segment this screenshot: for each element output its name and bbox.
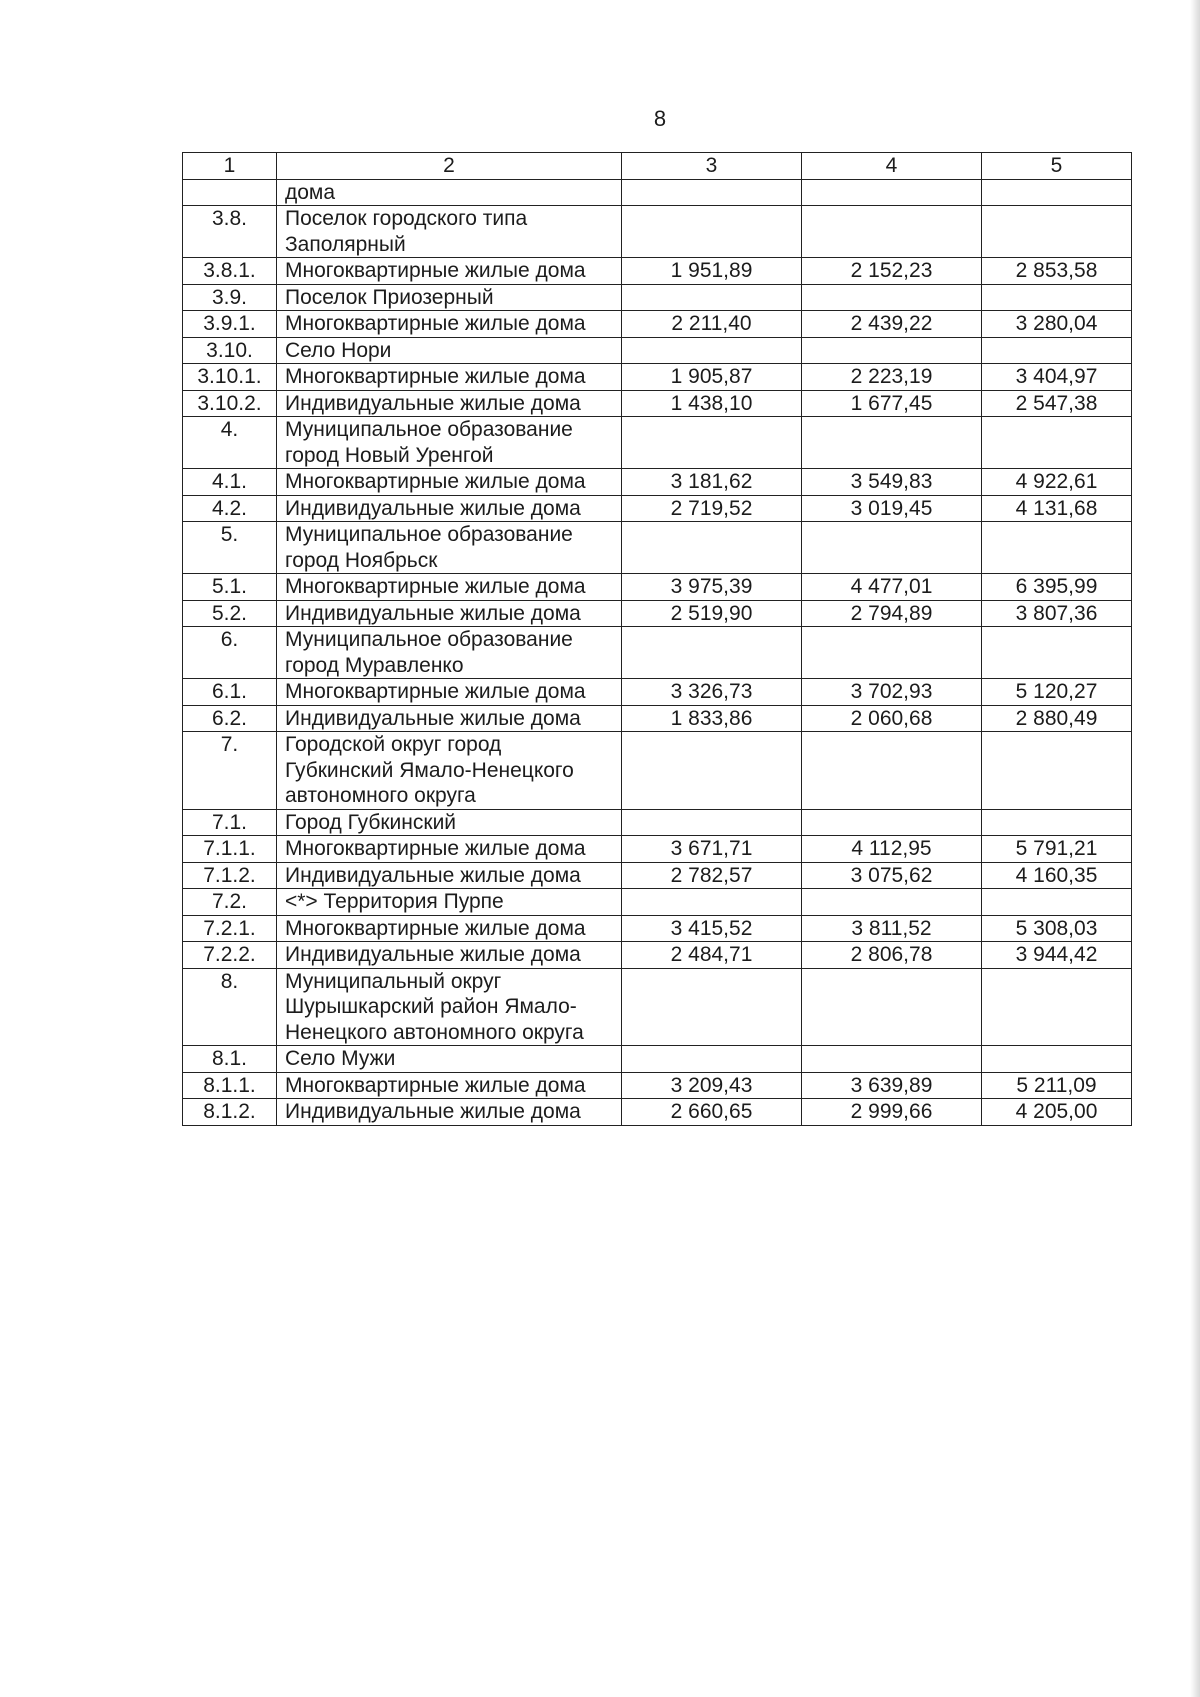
table-row [183, 679, 1132, 706]
value-cell-col3: 2 719,52 [622, 495, 802, 522]
row-number-cell: 3.9. [183, 284, 277, 311]
value-cell-col3 [622, 522, 802, 574]
value-cell-col4 [802, 284, 982, 311]
table-row [183, 732, 1132, 810]
row-number-cell [183, 179, 277, 206]
row-number-cell: 6.1. [183, 679, 277, 706]
row-number-cell: 3.9.1. [183, 311, 277, 338]
value-cell-col4: 2 060,68 [802, 705, 982, 732]
value-cell-col3: 3 326,73 [622, 679, 802, 706]
row-number-cell: 7.1.2. [183, 862, 277, 889]
value-cell-col5: 4 131,68 [982, 495, 1132, 522]
table-row [183, 968, 1132, 1046]
table-row [183, 364, 1132, 391]
table-row [183, 915, 1132, 942]
table-row [183, 1072, 1132, 1099]
row-name-cell: Индивидуальные жилые дома [277, 495, 622, 522]
value-cell-col4: 3 019,45 [802, 495, 982, 522]
row-name-cell: Индивидуальные жилые дома [277, 600, 622, 627]
value-cell-col4: 3 075,62 [802, 862, 982, 889]
value-cell-col3 [622, 1046, 802, 1073]
value-cell-col3: 2 660,65 [622, 1099, 802, 1126]
value-cell-col4: 2 223,19 [802, 364, 982, 391]
row-number-cell: 4.1. [183, 469, 277, 496]
value-cell-col5: 4 205,00 [982, 1099, 1132, 1126]
tariff-table [182, 152, 1132, 1126]
row-name-cell: Многоквартирные жилые дома [277, 915, 622, 942]
value-cell-col5 [982, 732, 1132, 810]
row-name-cell: Многоквартирные жилые дома [277, 574, 622, 601]
row-number-cell: 4.2. [183, 495, 277, 522]
row-name-cell: Индивидуальные жилые дома [277, 705, 622, 732]
row-name-cell: <*> Территория Пурпе [277, 889, 622, 916]
row-name-cell: Индивидуальные жилые дома [277, 1099, 622, 1126]
row-number-cell: 4. [183, 417, 277, 469]
table-row [183, 705, 1132, 732]
value-cell-col5 [982, 809, 1132, 836]
value-cell-col3: 1 905,87 [622, 364, 802, 391]
row-number-cell: 3.8.1. [183, 258, 277, 285]
row-name-cell: Многоквартирные жилые дома [277, 311, 622, 338]
row-name-cell: Поселок Приозерный [277, 284, 622, 311]
value-cell-col5: 5 211,09 [982, 1072, 1132, 1099]
row-number-cell: 3.8. [183, 206, 277, 258]
row-name-cell: Многоквартирные жилые дома [277, 1072, 622, 1099]
value-cell-col3 [622, 732, 802, 810]
header-cell: 2 [277, 153, 622, 180]
row-name-cell: Село Мужи [277, 1046, 622, 1073]
value-cell-col3 [622, 417, 802, 469]
value-cell-col3: 1 951,89 [622, 258, 802, 285]
table-row [183, 574, 1132, 601]
row-name-cell: Многоквартирные жилые дома [277, 836, 622, 863]
row-number-cell: 5. [183, 522, 277, 574]
value-cell-col5: 2 853,58 [982, 258, 1132, 285]
table-body [183, 153, 1132, 1126]
value-cell-col5: 3 807,36 [982, 600, 1132, 627]
value-cell-col4 [802, 732, 982, 810]
row-number-cell: 7. [183, 732, 277, 810]
table-row [183, 495, 1132, 522]
value-cell-col4 [802, 809, 982, 836]
value-cell-col3: 2 211,40 [622, 311, 802, 338]
value-cell-col5: 3 280,04 [982, 311, 1132, 338]
value-cell-col3 [622, 179, 802, 206]
value-cell-col3: 1 438,10 [622, 390, 802, 417]
table-header-row [183, 153, 1132, 180]
value-cell-col4 [802, 206, 982, 258]
row-number-cell: 7.2. [183, 889, 277, 916]
row-name-cell: Село Нори [277, 337, 622, 364]
header-cell: 1 [183, 153, 277, 180]
table-row [183, 179, 1132, 206]
row-name-cell: Многоквартирные жилые дома [277, 469, 622, 496]
table-row [183, 600, 1132, 627]
value-cell-col5 [982, 1046, 1132, 1073]
value-cell-col5 [982, 627, 1132, 679]
row-number-cell: 7.2.1. [183, 915, 277, 942]
value-cell-col4 [802, 627, 982, 679]
table-row [183, 1046, 1132, 1073]
value-cell-col4: 4 477,01 [802, 574, 982, 601]
value-cell-col5: 3 944,42 [982, 942, 1132, 969]
value-cell-col4: 2 806,78 [802, 942, 982, 969]
row-name-cell: дома [277, 179, 622, 206]
value-cell-col5: 2 547,38 [982, 390, 1132, 417]
value-cell-col4 [802, 417, 982, 469]
row-number-cell: 3.10.1. [183, 364, 277, 391]
value-cell-col5: 2 880,49 [982, 705, 1132, 732]
value-cell-col4 [802, 179, 982, 206]
table-row [183, 942, 1132, 969]
row-number-cell: 7.1.1. [183, 836, 277, 863]
value-cell-col3: 2 782,57 [622, 862, 802, 889]
value-cell-col5 [982, 337, 1132, 364]
value-cell-col3: 3 671,71 [622, 836, 802, 863]
value-cell-col4 [802, 337, 982, 364]
value-cell-col5 [982, 206, 1132, 258]
value-cell-col4: 4 112,95 [802, 836, 982, 863]
value-cell-col5: 5 308,03 [982, 915, 1132, 942]
value-cell-col4: 1 677,45 [802, 390, 982, 417]
value-cell-col4: 3 702,93 [802, 679, 982, 706]
row-number-cell: 8. [183, 968, 277, 1046]
table-row [183, 889, 1132, 916]
row-name-cell: Индивидуальные жилые дома [277, 862, 622, 889]
row-number-cell: 3.10. [183, 337, 277, 364]
value-cell-col4: 3 549,83 [802, 469, 982, 496]
row-number-cell: 5.1. [183, 574, 277, 601]
table-row [183, 862, 1132, 889]
value-cell-col4: 2 439,22 [802, 311, 982, 338]
value-cell-col5 [982, 968, 1132, 1046]
row-number-cell: 7.1. [183, 809, 277, 836]
header-cell: 5 [982, 153, 1132, 180]
value-cell-col5: 6 395,99 [982, 574, 1132, 601]
value-cell-col5: 4 922,61 [982, 469, 1132, 496]
value-cell-col5: 5 120,27 [982, 679, 1132, 706]
row-name-cell: Многоквартирные жилые дома [277, 364, 622, 391]
value-cell-col5 [982, 417, 1132, 469]
value-cell-col5: 5 791,21 [982, 836, 1132, 863]
table-row [183, 627, 1132, 679]
value-cell-col3: 3 181,62 [622, 469, 802, 496]
value-cell-col4: 2 999,66 [802, 1099, 982, 1126]
value-cell-col3 [622, 968, 802, 1046]
row-number-cell: 8.1.2. [183, 1099, 277, 1126]
value-cell-col5 [982, 889, 1132, 916]
row-name-cell: Поселок городского типа Заполярный [277, 206, 622, 258]
value-cell-col3: 2 484,71 [622, 942, 802, 969]
table-row [183, 836, 1132, 863]
row-number-cell: 5.2. [183, 600, 277, 627]
table-row [183, 809, 1132, 836]
row-name-cell: Муниципальное образование город Новый Уренгой [277, 417, 622, 469]
row-number-cell: 8.1.1. [183, 1072, 277, 1099]
value-cell-col3 [622, 284, 802, 311]
value-cell-col3: 3 209,43 [622, 1072, 802, 1099]
row-name-cell: Городской округ город Губкинский Ямало-Ненецкого автономного округа [277, 732, 622, 810]
table-row [183, 469, 1132, 496]
value-cell-col4 [802, 889, 982, 916]
value-cell-col4: 3 639,89 [802, 1072, 982, 1099]
value-cell-col3 [622, 889, 802, 916]
page-number: 8 [653, 106, 667, 131]
row-name-cell: Многоквартирные жилые дома [277, 258, 622, 285]
row-name-cell: Муниципальное образование город Ноябрьск [277, 522, 622, 574]
row-name-cell: Город Губкинский [277, 809, 622, 836]
row-number-cell: 7.2.2. [183, 942, 277, 969]
value-cell-col3: 3 415,52 [622, 915, 802, 942]
value-cell-col5: 3 404,97 [982, 364, 1132, 391]
table-row [183, 206, 1132, 258]
value-cell-col4 [802, 968, 982, 1046]
value-cell-col5 [982, 284, 1132, 311]
value-cell-col3: 2 519,90 [622, 600, 802, 627]
value-cell-col5 [982, 522, 1132, 574]
page-edge-shadow [1190, 0, 1200, 1697]
value-cell-col3 [622, 206, 802, 258]
value-cell-col4: 3 811,52 [802, 915, 982, 942]
header-cell: 4 [802, 153, 982, 180]
row-name-cell: Муниципальное образование город Муравленко [277, 627, 622, 679]
table-row [183, 390, 1132, 417]
row-number-cell: 6.2. [183, 705, 277, 732]
value-cell-col4 [802, 522, 982, 574]
row-name-cell: Индивидуальные жилые дома [277, 390, 622, 417]
value-cell-col4 [802, 1046, 982, 1073]
table-row [183, 258, 1132, 285]
row-number-cell: 3.10.2. [183, 390, 277, 417]
header-cell: 3 [622, 153, 802, 180]
row-name-cell: Муниципальный округ Шурышкарский район Ямало-Ненецкого автономного округа [277, 968, 622, 1046]
table-row [183, 522, 1132, 574]
value-cell-col3 [622, 337, 802, 364]
table-row [183, 1099, 1132, 1126]
value-cell-col5 [982, 179, 1132, 206]
table-row [183, 284, 1132, 311]
table-row [183, 311, 1132, 338]
row-number-cell: 6. [183, 627, 277, 679]
value-cell-col4: 2 152,23 [802, 258, 982, 285]
value-cell-col4: 2 794,89 [802, 600, 982, 627]
value-cell-col3: 1 833,86 [622, 705, 802, 732]
row-number-cell: 8.1. [183, 1046, 277, 1073]
value-cell-col3 [622, 809, 802, 836]
value-cell-col3 [622, 627, 802, 679]
row-name-cell: Многоквартирные жилые дома [277, 679, 622, 706]
value-cell-col5: 4 160,35 [982, 862, 1132, 889]
table-row [183, 417, 1132, 469]
row-name-cell: Индивидуальные жилые дома [277, 942, 622, 969]
table-row [183, 337, 1132, 364]
value-cell-col3: 3 975,39 [622, 574, 802, 601]
